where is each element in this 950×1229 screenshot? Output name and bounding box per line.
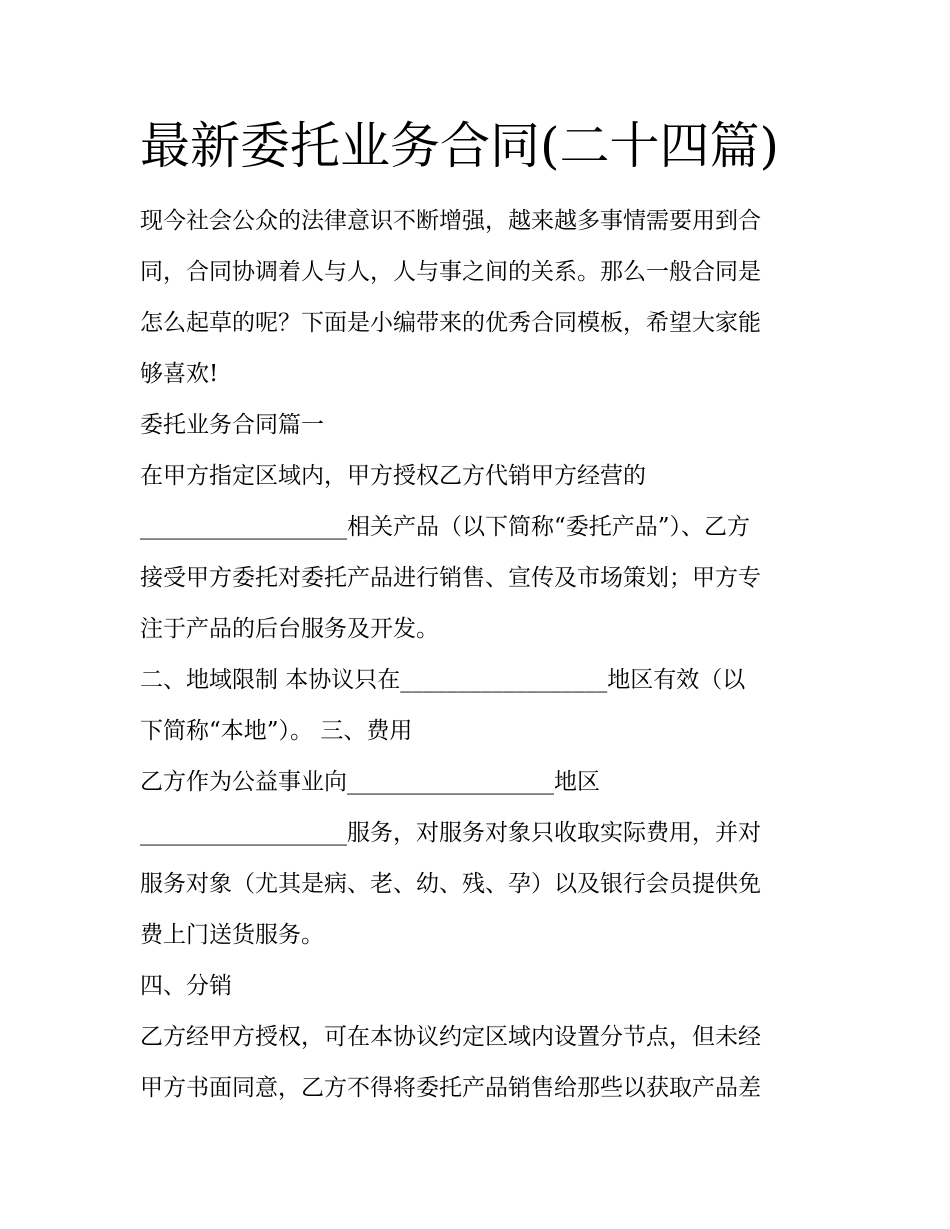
body-line: 怎么起草的呢？下面是小编带来的优秀合同模板，希望大家能 (140, 310, 761, 336)
body-line: 费上门送货服务。 (140, 922, 324, 948)
body-line: 现今社会公众的法律意识不断增强，越来越多事情需要用到合 (140, 208, 761, 234)
body-line: __________________相关产品（以下简称“委托产品”）、乙方 (140, 514, 751, 540)
body-line: 下简称“本地”）。 三、费用 (140, 718, 413, 744)
body-line: 服务对象（尤其是病、老、幼、残、孕）以及银行会员提供免 (140, 871, 761, 897)
body-line: __________________服务，对服务对象只收取实际费用，并对 (140, 820, 761, 846)
body-line: 在甲方指定区域内，甲方授权乙方代销甲方经营的 (140, 463, 646, 489)
body-line: 接受甲方委托对委托产品进行销售、宣传及市场策划；甲方专 (140, 565, 761, 591)
body-line: 乙方经甲方授权，可在本协议约定区域内设置分节点，但未经 (140, 1024, 761, 1050)
body-line: 同，合同协调着人与人，人与事之间的关系。那么一般合同是 (140, 259, 761, 285)
body-line: 够喜欢! (140, 361, 219, 387)
document-title: 最新委托业务合同(二十四篇) (140, 117, 780, 175)
section-heading: 四、分销 (140, 973, 232, 999)
document-body (140, 196, 820, 1114)
body-line: 甲方书面同意，乙方不得将委托产品销售给那些以获取产品差 (140, 1075, 761, 1101)
body-line: 注于产品的后台服务及开发。 (140, 616, 439, 642)
body-line: 二、地域限制 本协议只在__________________地区有效（以 (140, 667, 746, 693)
document-page (140, 110, 820, 1114)
section-heading: 委托业务合同篇一 (140, 412, 324, 438)
body-line: 乙方作为公益事业向__________________地区 (140, 769, 600, 795)
